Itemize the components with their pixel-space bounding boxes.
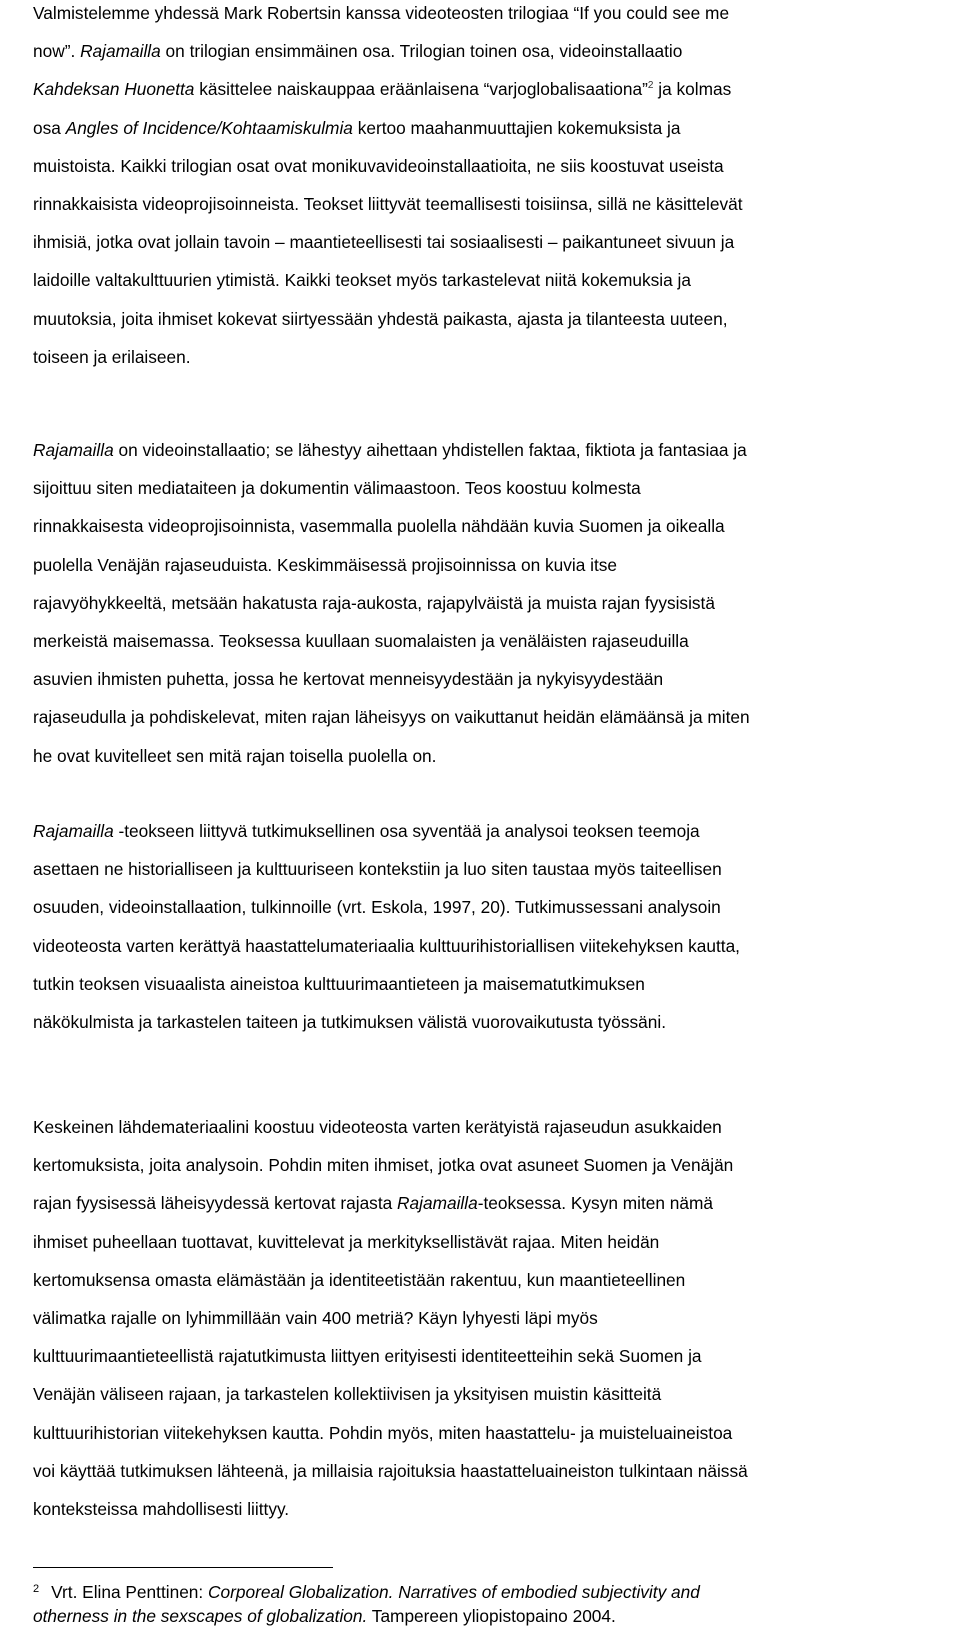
text-line: puolella Venäjän rajaseuduista. Keskimmäisessä projisoinnissa on kuvia itse bbox=[33, 554, 618, 575]
book-title: Corporeal Globalization. Narratives of embodied subjectivity and bbox=[208, 1582, 700, 1602]
paragraph-rajamailla bbox=[33, 431, 750, 775]
text-line: kulttuurimaantieteellistä rajatutkimusta liittyen erityisesti identiteetteihin sekä Suomen ja bbox=[33, 1346, 702, 1367]
work-title: Angles of Incidence/Kohtaamiskulmia bbox=[65, 117, 353, 138]
text-line: Valmistelemme yhdessä Mark Robertsin kanssa videoteosten trilogiaa “If you could see me bbox=[33, 3, 730, 23]
footnote-divider bbox=[33, 1567, 333, 1568]
paragraph-trilogy bbox=[33, 0, 743, 376]
text-line: Kahdeksan Huonetta käsittelee naiskauppaa eräänlaisena “varjoglobalisaationa”$^2$ ja kolmas bbox=[33, 79, 732, 100]
work-title: Kahdeksan Huonetta bbox=[33, 79, 195, 100]
footnote-line: otherness in the sexscapes of globalization. Tampereen yliopistopaino 2004. bbox=[33, 1606, 616, 1626]
text-line: konteksteissa mahdollisesti liittyy. bbox=[33, 1499, 290, 1520]
text-line: tutkin teoksen visuaalista aineistoa kulttuurimaantieteen ja maisematutkimuksen bbox=[33, 973, 645, 994]
work-title: Rajamailla bbox=[33, 821, 114, 841]
text-line: sijoittuu siten mediataiteen ja dokumentin välimaastoon. Teos koostuu kolmesta bbox=[33, 478, 641, 499]
footnote bbox=[33, 1580, 933, 1628]
text-line: rajaseudulla ja pohdiskelevat, miten rajan läheisyys on vaikuttanut heidän elämäänsä ja miten bbox=[33, 707, 750, 728]
text-line: rajan fyysisessä läheisyydessä kertovat rajasta Rajamailla-teoksessa. Kysyn miten nämä bbox=[33, 1193, 714, 1214]
text-line: osa Angles of Incidence/Kohtaamiskulmia kertoo maahanmuuttajien kokemuksista ja bbox=[33, 117, 681, 138]
text-line: kertomuksensa omasta elämästään ja identiteetistään rakentuu, kun maantieteellinen bbox=[33, 1269, 686, 1290]
work-title: Rajamailla bbox=[80, 41, 161, 62]
text-line: Keskeinen lähdemateriaalini koostuu videoteosta varten kerätyistä rajaseudun asukkaiden bbox=[33, 1117, 722, 1137]
work-title: Rajamailla bbox=[397, 1193, 478, 1214]
book-title: otherness in the sexscapes of globalization. bbox=[33, 1606, 368, 1626]
text-line: kertomuksista, joita analysoin. Pohdin miten ihmiset, jotka ovat asuneet Suomen ja Venäjän bbox=[33, 1155, 734, 1176]
text-line: Rajamailla on videoinstallaatio; se lähestyy aihettaan yhdistellen faktaa, fiktiota ja fantasiaa ja bbox=[33, 440, 747, 460]
text-line: ihmiset puheellaan tuottavat, kuvittelevat ja merkityksellistävät rajaa. Miten heidän bbox=[33, 1231, 660, 1252]
text-line: näkökulmista ja tarkastelen taiteen ja tutkimuksen välistä vuorovaikutusta työssäni. bbox=[33, 1012, 667, 1033]
text-line: ihmisiä, jotka ovat jollain tavoin – maantieteellisesti tai sosiaalisesti – paikantuneet sivuun ja bbox=[33, 232, 735, 253]
paragraph-sources bbox=[33, 1108, 748, 1528]
text-line: merkeistä maisemassa. Teoksessa kuullaan suomalaisten ja venäläisten rajaseuduilla bbox=[33, 631, 689, 652]
text-line: rajavyöhykkeeltä, metsään hakatusta raja-aukosta, rajapylväistä ja muista rajan fyysisistä bbox=[33, 592, 715, 613]
text-line: rinnakkaisesta videoprojisoinnista, vasemmalla puolella nähdään kuvia Suomen ja oikealla bbox=[33, 516, 725, 537]
text-line: rinnakkaisista videoprojisoinneista. Teokset liittyvät teemallisesti toisiinsa, sillä ne käsittelevät bbox=[33, 194, 743, 215]
text-line: asettaen ne historialliseen ja kulttuuriseen kontekstiin ja luo siten taustaa myös taiteellisen bbox=[33, 859, 722, 880]
text-line: Venäjän väliseen rajaan, ja tarkastelen kollektiivisen ja yksityisen muistin käsitteitä bbox=[33, 1384, 662, 1405]
text-line: videoteosta varten kerättyä haastattelumateriaalia kulttuurihistoriallisen viitekehyksen kautta, bbox=[33, 935, 740, 956]
work-title: Rajamailla bbox=[33, 440, 114, 460]
footnote-reference: 2 bbox=[647, 80, 654, 92]
text-line: välimatka rajalle on lyhimmillään vain 400 metriä? Käyn lyhyesti läpi myös bbox=[33, 1308, 598, 1329]
text-line: voi käyttää tutkimuksen lähteenä, ja millaisia rajoituksia haastatteluaineiston tulkintaan näissä bbox=[33, 1460, 748, 1481]
text-line: asuvien ihmisten puhetta, jossa he kertovat menneisyydestään ja nykyisyydestään bbox=[33, 669, 664, 690]
text-line: Rajamailla -teokseen liittyvä tutkimuksellinen osa syventää ja analysoi teoksen teemoja bbox=[33, 821, 700, 841]
text-line: toiseen ja erilaiseen. bbox=[33, 346, 191, 367]
text-line: he ovat kuvitelleet sen mitä rajan toisella puolella on. bbox=[33, 745, 437, 766]
text-line: laidoille valtakulttuurien ytimistä. Kaikki teokset myös tarkastelevat niitä kokemuksia ja bbox=[33, 270, 691, 291]
footnote-line: $^2$ Vrt. Elina Penttinen: Corporeal Globalization. Narratives of embodied subjectivity and bbox=[33, 1582, 700, 1602]
text-line: muistoista. Kaikki trilogian osat ovat monikuvavideoinstallaatioita, ne siis koostuvat useista bbox=[33, 155, 724, 176]
text-line: kulttuurihistorian viitekehyksen kautta. Pohdin myös, miten haastattelu- ja muisteluaineistoa bbox=[33, 1422, 733, 1443]
text-line: osuuden, videoinstallaation, tulkinnoille (vrt. Eskola, 1997, 20). Tutkimussessani analysoin bbox=[33, 897, 721, 918]
paragraph-research bbox=[33, 812, 740, 1041]
text-line: now”. Rajamailla on trilogian ensimmäinen osa. Trilogian toinen osa, videoinstallaatio bbox=[33, 41, 683, 62]
text-line: muutoksia, joita ihmiset kokevat siirtyessään yhdestä paikasta, ajasta ja tilanteesta uuteen, bbox=[33, 308, 728, 329]
footnote-marker: 2 bbox=[33, 1583, 40, 1595]
